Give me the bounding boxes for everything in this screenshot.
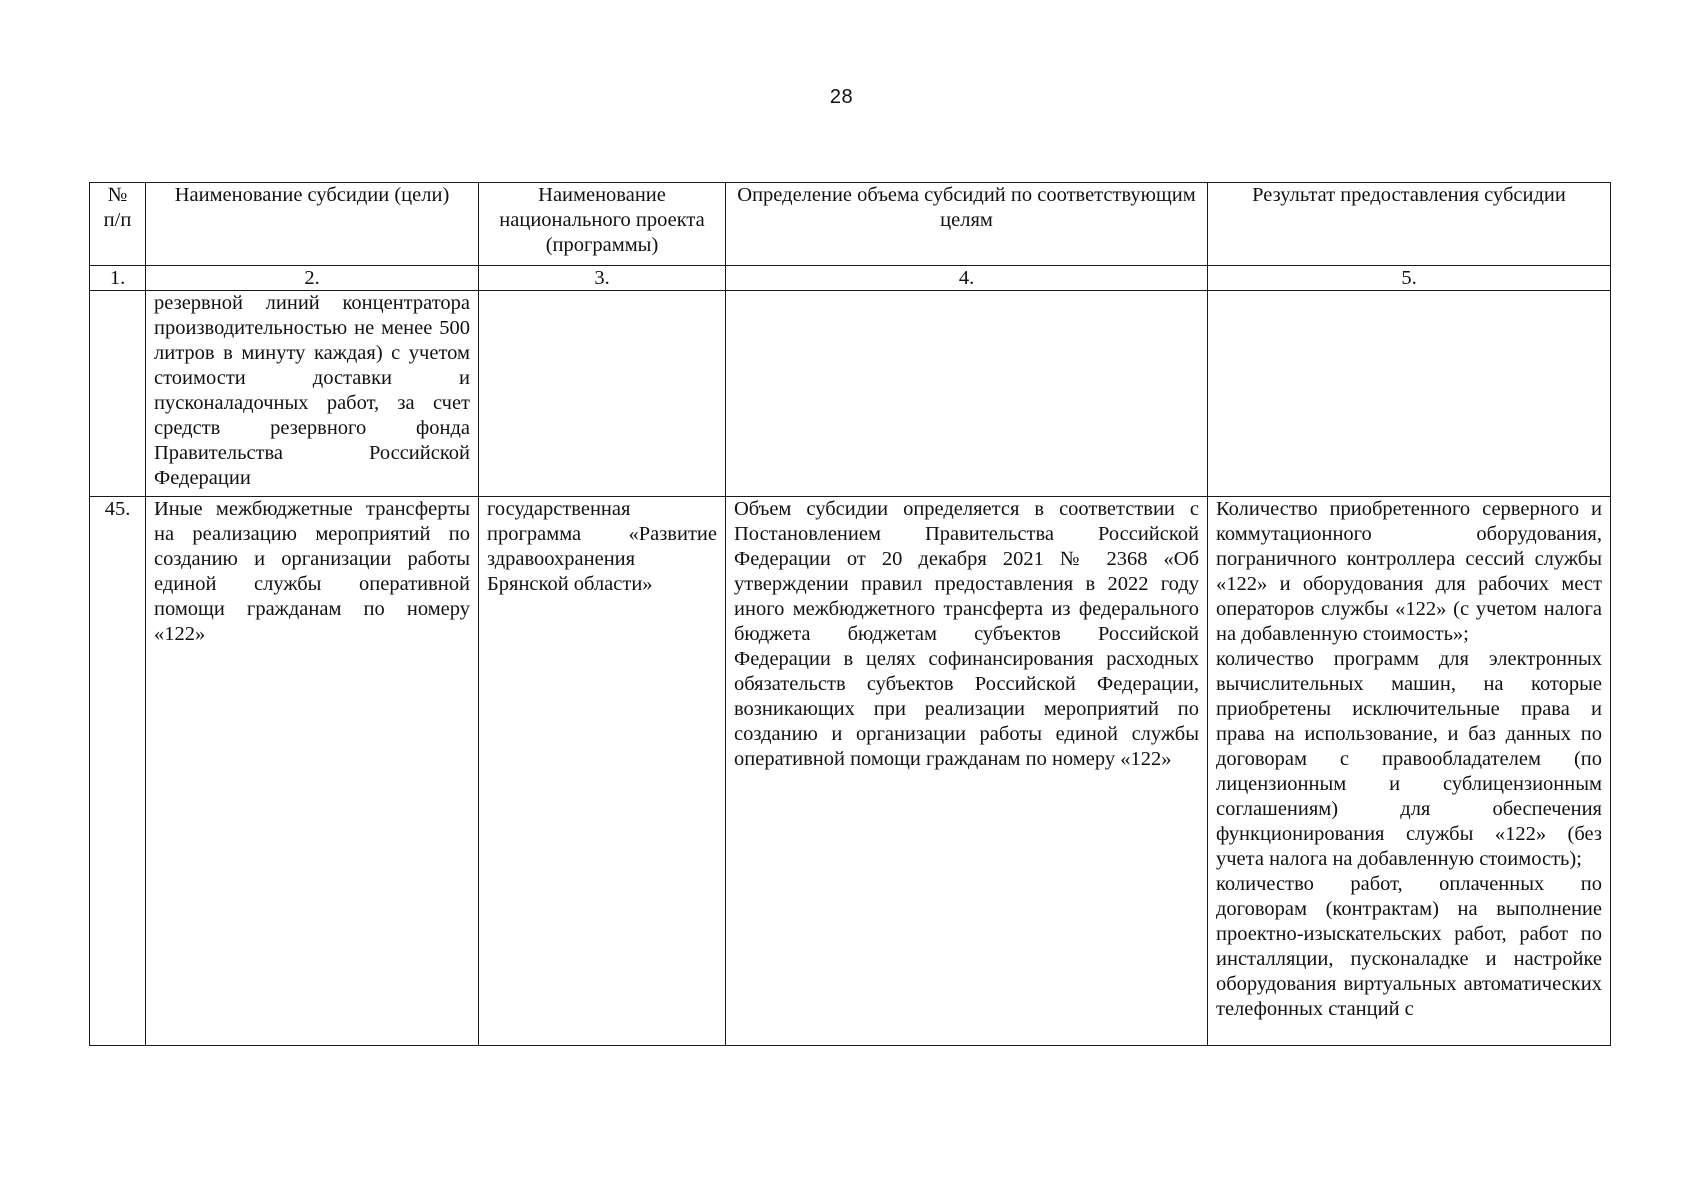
result-cell	[1208, 291, 1611, 497]
column-number-1: 1.	[90, 266, 146, 291]
table-row	[90, 497, 1611, 1046]
subsidy-name-cell: резервной линий концентратора производительностью не менее 500 литров в минуту каждая) с учетом стоимости доставки и пусконаладочных работ, за счет средств резервного фонда Правительства Российской Федерации	[146, 291, 479, 497]
result-cell	[1208, 497, 1611, 1046]
page-number: 28	[829, 86, 854, 108]
header-result: Результат предоставления субсидии	[1208, 183, 1611, 266]
header-volume-determination: Определение объема субсидий по соответствующим целям	[726, 183, 1208, 266]
column-number-5: 5.	[1208, 266, 1611, 291]
row-number-cell	[90, 291, 146, 497]
header-row-number: № п/п	[90, 183, 146, 266]
row-number-cell: 45.	[90, 497, 146, 1046]
result-paragraph: количество работ, оплаченных по договорам (контрактам) на выполнение проектно-изыскательских работ, работ по инсталляции, пусконаладке и настройке оборудования виртуальных автоматических телефонных станций с	[1216, 873, 1602, 1020]
national-project-cell: государственная программа «Развитие здравоохранения Брянской области»	[479, 497, 726, 1046]
volume-determination-cell: Объем субсидии определяется в соответствии с Постановлением Правительства Российской Федерации от 20 декабря 2021 № 2368 «Об утверждении правил предоставления в 2022 году иного межбюджетного трансферта из федерального бюджета бюджетам субъектов Российской Федерации в целях софинансирования расходных обязательств субъектов Российской Федерации, возникающих при реализации мероприятий по созданию и организации работы единой службы оперативной помощи гражданам по номеру «122»	[726, 497, 1208, 1046]
column-number-3: 3.	[479, 266, 726, 291]
column-number-4: 4.	[726, 266, 1208, 291]
result-paragraph: количество программ для электронных вычислительных машин, на которые приобретены исключительные права и права на использование, и баз данных по договорам с правообладателем (по лицензионным и сублицензионным соглашениям) для обеспечения функционирования службы «122» (без учета налога на добавленную стоимость);	[1216, 648, 1602, 870]
header-subsidy-name: Наименование субсидии (цели)	[146, 183, 479, 266]
subsidy-name-cell: Иные межбюджетные трансферты на реализацию мероприятий по созданию и организации работы единой службы оперативной помощи гражданам по номеру «122»	[146, 497, 479, 1046]
column-number-row	[90, 266, 1611, 291]
header-row	[90, 183, 1611, 266]
table-row	[90, 291, 1611, 497]
subsidy-table	[89, 182, 1611, 1046]
result-paragraph: Количество приобретенного серверного и коммутационного оборудования, пограничного контроллера сессий службы «122» и оборудования для рабочих мест операторов службы «122» (с учетом налога на добавленную стоимость»;	[1216, 498, 1602, 645]
national-project-cell	[479, 291, 726, 497]
column-number-2: 2.	[146, 266, 479, 291]
header-national-project: Наименование национального проекта (программы)	[479, 183, 726, 266]
volume-determination-cell	[726, 291, 1208, 497]
